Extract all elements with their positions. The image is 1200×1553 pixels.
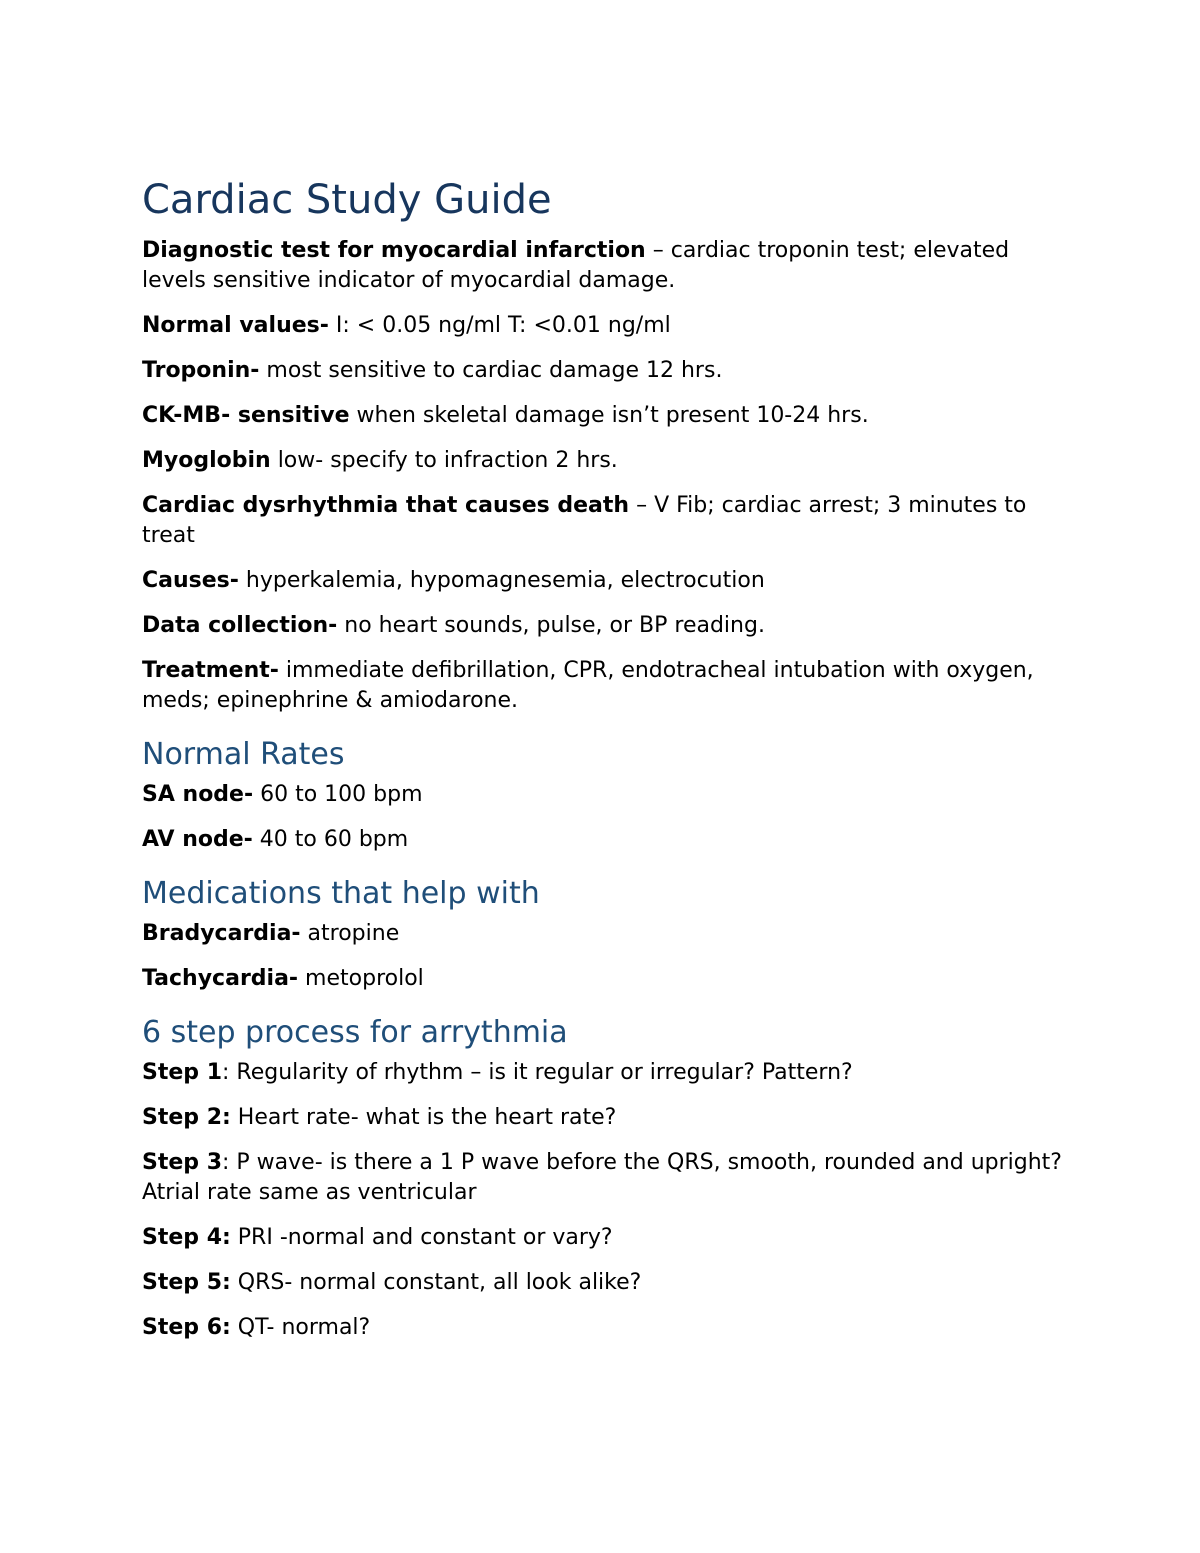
entry-text: QRS- normal constant, all look alike? xyxy=(230,1270,642,1295)
entry-text: I: < 0.05 ng/ml T: <0.01 ng/ml xyxy=(328,313,671,338)
section-heading-normal-rates: Normal Rates xyxy=(142,737,345,772)
entry-term: SA node- xyxy=(142,782,254,807)
entry-term: CK-MB- sensitive xyxy=(142,403,350,428)
entry-step-2 xyxy=(142,1103,1072,1133)
entry-term: Troponin- xyxy=(142,358,260,383)
entry-term: Diagnostic test for myocardial infarction xyxy=(142,238,646,263)
entry-text: most sensitive to cardiac damage 12 hrs. xyxy=(259,358,723,383)
entry-dysrhythmia xyxy=(142,491,1072,551)
entry-term: Step 3 xyxy=(142,1150,222,1175)
document-title: Cardiac Study Guide xyxy=(142,177,552,223)
entry-normal-values xyxy=(142,311,1072,341)
entry-term: Cardiac dysrhythmia that causes death xyxy=(142,493,630,518)
entry-term: Step 2: xyxy=(142,1105,231,1130)
entry-text: 60 to 100 bpm xyxy=(253,782,423,807)
entry-step-1 xyxy=(142,1058,1072,1088)
entry-term: Step 1 xyxy=(142,1060,222,1085)
entry-data-collection xyxy=(142,611,1072,641)
entry-tachycardia xyxy=(142,964,1072,994)
entry-bradycardia xyxy=(142,919,1072,949)
entry-term: Bradycardia- xyxy=(142,921,301,946)
entry-sa-node xyxy=(142,780,1072,810)
entry-ck-mb xyxy=(142,401,1072,431)
entry-term: Data collection- xyxy=(142,613,338,638)
entry-term: Step 6: xyxy=(142,1315,231,1340)
entry-text: – cardiac troponin test; elevated levels sensitive indicator of myocardial damage. xyxy=(142,238,1010,293)
entry-text: when skeletal damage isn’t present 10-24 hrs. xyxy=(349,403,869,428)
entry-term: Normal values- xyxy=(142,313,329,338)
entry-text: atropine xyxy=(300,921,400,946)
entry-term: Tachycardia- xyxy=(142,966,299,991)
entry-term: Step 5: xyxy=(142,1270,231,1295)
entry-text: immediate defibrillation, CPR, endotracheal intubation with oxygen, meds; epinephrine & amiodarone. xyxy=(142,658,1034,713)
entry-text: : P wave- is there a 1 P wave before the QRS, smooth, rounded and upright? Atrial rate same as ventricular xyxy=(142,1150,1062,1205)
entry-causes xyxy=(142,566,1072,596)
entry-term: AV node- xyxy=(142,827,253,852)
section-heading-medications: Medications that help with xyxy=(142,876,540,911)
entry-myoglobin xyxy=(142,446,1072,476)
entry-text: no heart sounds, pulse, or BP reading. xyxy=(337,613,765,638)
entry-text: low- specify to infraction 2 hrs. xyxy=(270,448,618,473)
entry-text: hyperkalemia, hypomagnesemia, electrocution xyxy=(238,568,765,593)
section-heading-steps: 6 step process for arrythmia xyxy=(142,1015,568,1050)
entry-troponin xyxy=(142,356,1072,386)
entry-diagnostic-test xyxy=(142,236,1072,296)
entry-text: PRI -normal and constant or vary? xyxy=(230,1225,613,1250)
entry-term: Causes- xyxy=(142,568,239,593)
entry-text: QT- normal? xyxy=(230,1315,371,1340)
entry-step-6 xyxy=(142,1313,1072,1343)
entry-term: Step 4: xyxy=(142,1225,231,1250)
entry-text: Heart rate- what is the heart rate? xyxy=(230,1105,617,1130)
entry-text: : Regularity of rhythm – is it regular or irregular? Pattern? xyxy=(222,1060,853,1085)
entry-text: 40 to 60 bpm xyxy=(252,827,409,852)
entry-step-4 xyxy=(142,1223,1072,1253)
entry-step-3 xyxy=(142,1148,1072,1208)
entry-text: metoprolol xyxy=(298,966,424,991)
entry-av-node xyxy=(142,825,1072,855)
entry-step-5 xyxy=(142,1268,1072,1298)
entry-treatment xyxy=(142,656,1072,716)
entry-term: Myoglobin xyxy=(142,448,271,473)
entry-text: – V Fib; cardiac arrest; 3 minutes to treat xyxy=(142,493,1027,548)
document-page xyxy=(142,176,1072,1358)
entry-term: Treatment- xyxy=(142,658,279,683)
